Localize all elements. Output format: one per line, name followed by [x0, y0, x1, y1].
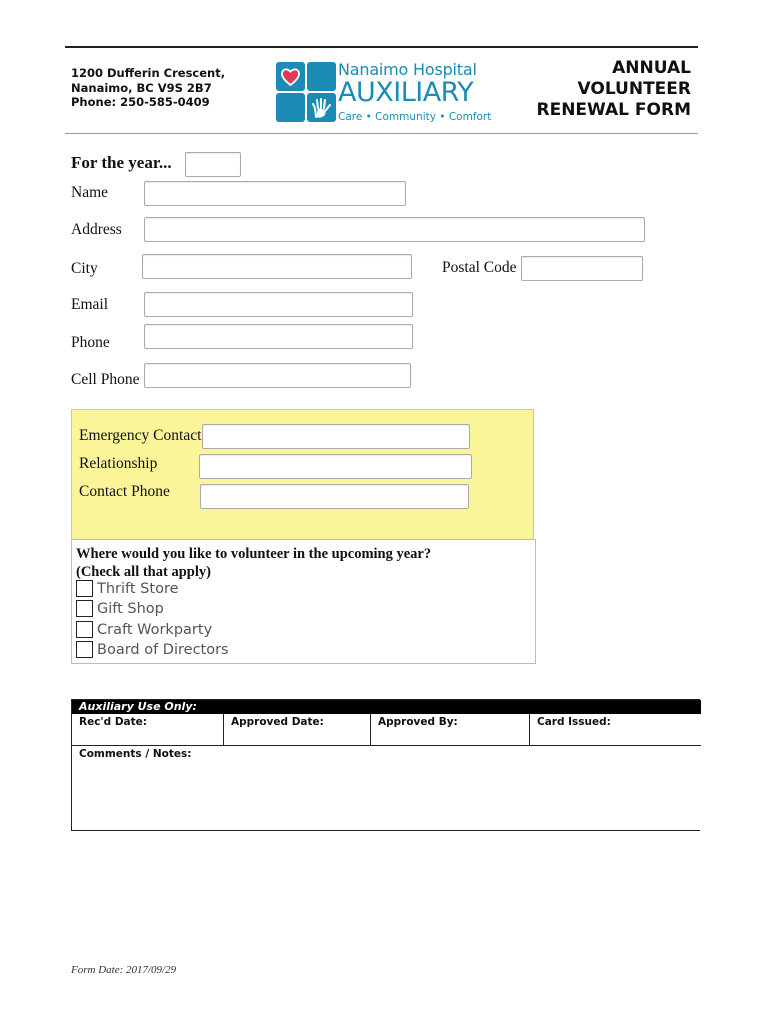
form-title-line: RENEWAL FORM — [536, 100, 691, 120]
postal-code-label: Postal Code — [442, 259, 517, 276]
organization-address — [71, 66, 225, 110]
year-label: For the year... — [71, 153, 172, 172]
craft-workparty-checkbox[interactable] — [76, 621, 93, 638]
address-line-street: 1200 Dufferin Crescent, — [71, 66, 226, 80]
header-bottom-rule — [65, 133, 698, 134]
volunteer-preferences-section — [71, 539, 536, 664]
option-label: Craft Workparty — [97, 621, 213, 638]
gift-shop-checkbox[interactable] — [76, 600, 93, 617]
recd-date-cell[interactable]: Rec'd Date: — [72, 714, 224, 746]
city-label: City — [71, 260, 98, 277]
option-thrift-store[interactable] — [76, 580, 179, 597]
comments-notes-label: Comments / Notes: — [79, 748, 192, 760]
emergency-contact-field[interactable] — [202, 424, 470, 449]
address-label: Address — [71, 221, 122, 238]
option-label: Board of Directors — [97, 641, 229, 658]
option-board-of-directors[interactable] — [76, 641, 229, 658]
volunteer-question — [76, 545, 431, 581]
option-craft-workparty[interactable] — [76, 621, 212, 638]
volunteer-question-line: Where would you like to volunteer in the upcoming year? — [76, 546, 432, 562]
auxiliary-use-only-table — [71, 699, 700, 831]
phone-label: Phone — [71, 334, 110, 351]
approved-date-cell[interactable]: Approved Date: — [224, 714, 371, 746]
name-field[interactable] — [144, 181, 406, 206]
board-of-directors-checkbox[interactable] — [76, 641, 93, 658]
emergency-contact-section — [71, 409, 534, 540]
year-field[interactable] — [185, 152, 241, 177]
volunteer-question-hint: (Check all that apply) — [76, 564, 211, 580]
logo-square-icon — [276, 93, 305, 122]
cell-phone-field[interactable] — [144, 363, 411, 388]
logo-square-icon — [307, 62, 336, 91]
option-label: Gift Shop — [97, 600, 164, 617]
heart-icon — [276, 62, 305, 91]
city-field[interactable] — [142, 254, 412, 279]
contact-phone-field[interactable] — [200, 484, 469, 509]
header-top-rule — [65, 46, 698, 48]
address-field[interactable] — [144, 217, 645, 242]
form-date: Form Date: 2017/09/29 — [71, 964, 177, 976]
hand-icon — [307, 93, 336, 122]
relationship-field[interactable] — [199, 454, 472, 479]
postal-code-field[interactable] — [521, 256, 643, 281]
logo-tagline: Care • Community • Comfort — [338, 111, 492, 123]
email-label: Email — [71, 296, 109, 313]
auxiliary-use-only-heading: Auxiliary Use Only: — [72, 700, 701, 714]
form-title-line: ANNUAL — [612, 58, 691, 78]
name-label: Name — [71, 184, 109, 201]
table-row — [72, 714, 701, 746]
address-line-phone: Phone: 250-585-0409 — [71, 95, 210, 109]
approved-by-cell[interactable]: Approved By: — [371, 714, 530, 746]
address-line-city: Nanaimo, BC V9S 2B7 — [71, 80, 212, 95]
logo-auxiliary-text: AUXILIARY — [338, 77, 474, 108]
option-label: Thrift Store — [97, 580, 179, 597]
logo-hospital-name: Nanaimo Hospital — [338, 60, 477, 79]
relationship-label: Relationship — [79, 455, 158, 472]
auxiliary-logo — [274, 60, 494, 124]
phone-field[interactable] — [144, 324, 413, 349]
email-field[interactable] — [144, 292, 413, 317]
card-issued-cell[interactable]: Card Issued: — [537, 716, 611, 728]
form-title — [536, 58, 691, 121]
option-gift-shop[interactable] — [76, 600, 164, 617]
contact-phone-label: Contact Phone — [79, 483, 170, 500]
emergency-contact-label: Emergency Contact — [79, 427, 202, 444]
cell-phone-label: Cell Phone — [71, 371, 140, 388]
form-title-line: VOLUNTEER — [577, 79, 691, 99]
thrift-store-checkbox[interactable] — [76, 580, 93, 597]
